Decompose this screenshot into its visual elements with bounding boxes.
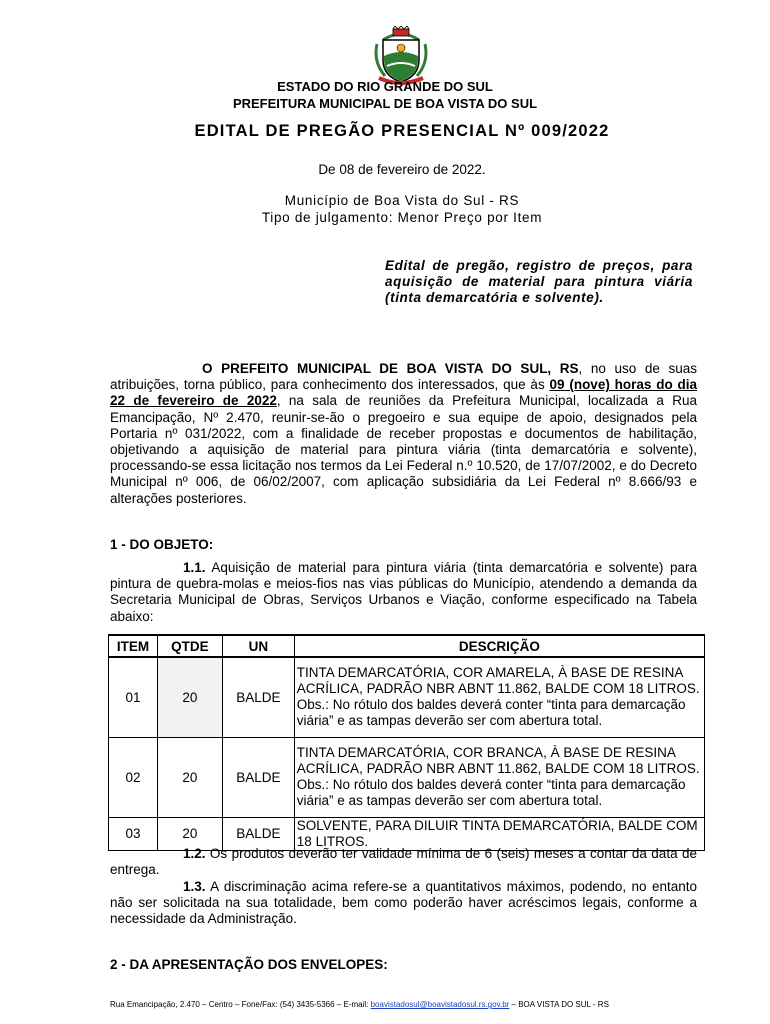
cell-qtde: 20	[157, 737, 222, 817]
items-table	[108, 634, 705, 851]
session-date: 09 (nove) horas do dia 22 de fevereiro de 2022	[110, 377, 697, 409]
cell-descricao: TINTA DEMARCATÓRIA, COR BRANCA, À BASE DE RESINA ACRÍLICA, PADRÃO NBR ABNT 11.862, BALDE COM 18 LITROS. Obs.: No rótulo dos baldes deverá conter “tinta para demarcação viária” e as tampas deverão ser com abertura total.	[294, 737, 704, 817]
intro-lead: O PREFEITO MUNICIPAL DE BOA VISTA DO SUL, RS	[202, 361, 579, 376]
intro-text-b: , na sala de reuniões da Prefeitura Municipal, localizada a Rua Emancipação, Nº 2.470, reunir-se-ão o pregoeiro e sua equipe de apoio, designados pela Portaria nº 031/2022, com a finalidade de receber propostas e documentos de habilitação, objetivando a aquisição de material para pintura viária (tinta demarcatória e solvente), processando-se essa licitação nos termos da Lei Federal n.º 10.520, de 17/07/2002, e do Decreto Municipal nº 006, de 06/02/2007, com aplicação subsidiária da Lei Federal nº 8.666/93 e alterações posteriores.	[110, 393, 697, 506]
item-1-3-number: 1.3.	[183, 879, 206, 894]
intro-paragraph	[110, 361, 697, 507]
table-header-row	[109, 635, 705, 657]
municipio-line: Município de Boa Vista do Sul - RS	[284, 193, 520, 208]
cell-item: 01	[109, 657, 158, 737]
cell-un: BALDE	[222, 657, 294, 737]
cell-descricao: SOLVENTE, PARA DILUIR TINTA DEMARCATÓRIA, BALDE COM 18 LITROS.	[294, 817, 704, 850]
table-row	[109, 657, 705, 737]
col-header-qtde: QTDE	[157, 635, 222, 657]
item-1-1-text: Aquisição de material para pintura viária (tinta demarcatória e solvente) para pintura de quebra-molas e meios-fios nas vias públicas do Município, atendendo a demanda da Secretaria Municipal de Obras, Serviços Urbanos e Viação, conforme especificado na Tabela abaixo:	[110, 560, 697, 624]
document-title: EDITAL DE PREGÃO PRESENCIAL Nº 009/2022	[194, 122, 610, 140]
item-1-3-text: A discriminação acima refere-se a quantitativos máximos, podendo, no entanto não ser solicitada na sua totalidade, bem como poderão haver acréscimos legais, conforme a necessidade da Administração.	[110, 879, 697, 927]
section-2-heading: 2 - DA APRESENTAÇÃO DOS ENVELOPES:	[110, 957, 388, 972]
item-1-3	[110, 879, 697, 928]
cell-un: BALDE	[222, 737, 294, 817]
cell-item: 03	[109, 817, 158, 850]
cell-qtde: 20	[157, 657, 222, 737]
footer-city: – BOA VISTA DO SUL - RS	[509, 1000, 609, 1009]
col-header-descricao: DESCRIÇÃO	[294, 635, 704, 657]
state-name: ESTADO DO RIO GRANDE DO SUL	[277, 79, 493, 94]
page-footer	[110, 1000, 609, 1010]
cell-un: BALDE	[222, 817, 294, 850]
item-1-2	[110, 846, 697, 878]
tipo-julgamento-line: Tipo de julgamento: Menor Preço por Item	[261, 210, 543, 225]
ementa: Edital de pregão, registro de preços, para aquisição de material para pintura viária (tinta demarcatória e solvente).	[385, 258, 693, 305]
item-1-2-number: 1.2.	[183, 846, 206, 861]
footer-email-link[interactable]: boavistadosul@boavistadosul.rs.gov.br	[370, 1000, 510, 1009]
prefeitura-name: PREFEITURA MUNICIPAL DE BOA VISTA DO SUL	[232, 96, 538, 111]
col-header-item: ITEM	[109, 635, 158, 657]
coat-of-arms-icon	[369, 26, 433, 86]
item-1-2-text: Os produtos deverão ter validade mínima de 6 (seis) meses a contar da data de entrega.	[110, 846, 697, 878]
section-1-heading: 1 - DO OBJETO:	[110, 537, 214, 552]
cell-item: 02	[109, 737, 158, 817]
cell-qtde: 20	[157, 817, 222, 850]
document-date: De 08 de fevereiro de 2022.	[318, 162, 486, 177]
item-1-1-number: 1.1.	[183, 560, 206, 575]
col-header-un: UN	[222, 635, 294, 657]
footer-address: Rua Emancipação, 2.470 – Centro – Fone/Fax: (54) 3435-5366 – E-mail:	[110, 1000, 371, 1009]
table-row	[109, 737, 705, 817]
cell-descricao: TINTA DEMARCATÓRIA, COR AMARELA, À BASE DE RESINA ACRÍLICA, PADRÃO NBR ABNT 11.862, BALDE COM 18 LITROS. Obs.: No rótulo dos baldes deverá conter “tinta para demarcação viária” e as tampas deverão ser com abertura total.	[294, 657, 704, 737]
item-1-1	[110, 560, 697, 625]
intro-text-a: , no uso de suas atribuições, torna público, para conhecimento dos interessados, que às	[110, 361, 697, 393]
